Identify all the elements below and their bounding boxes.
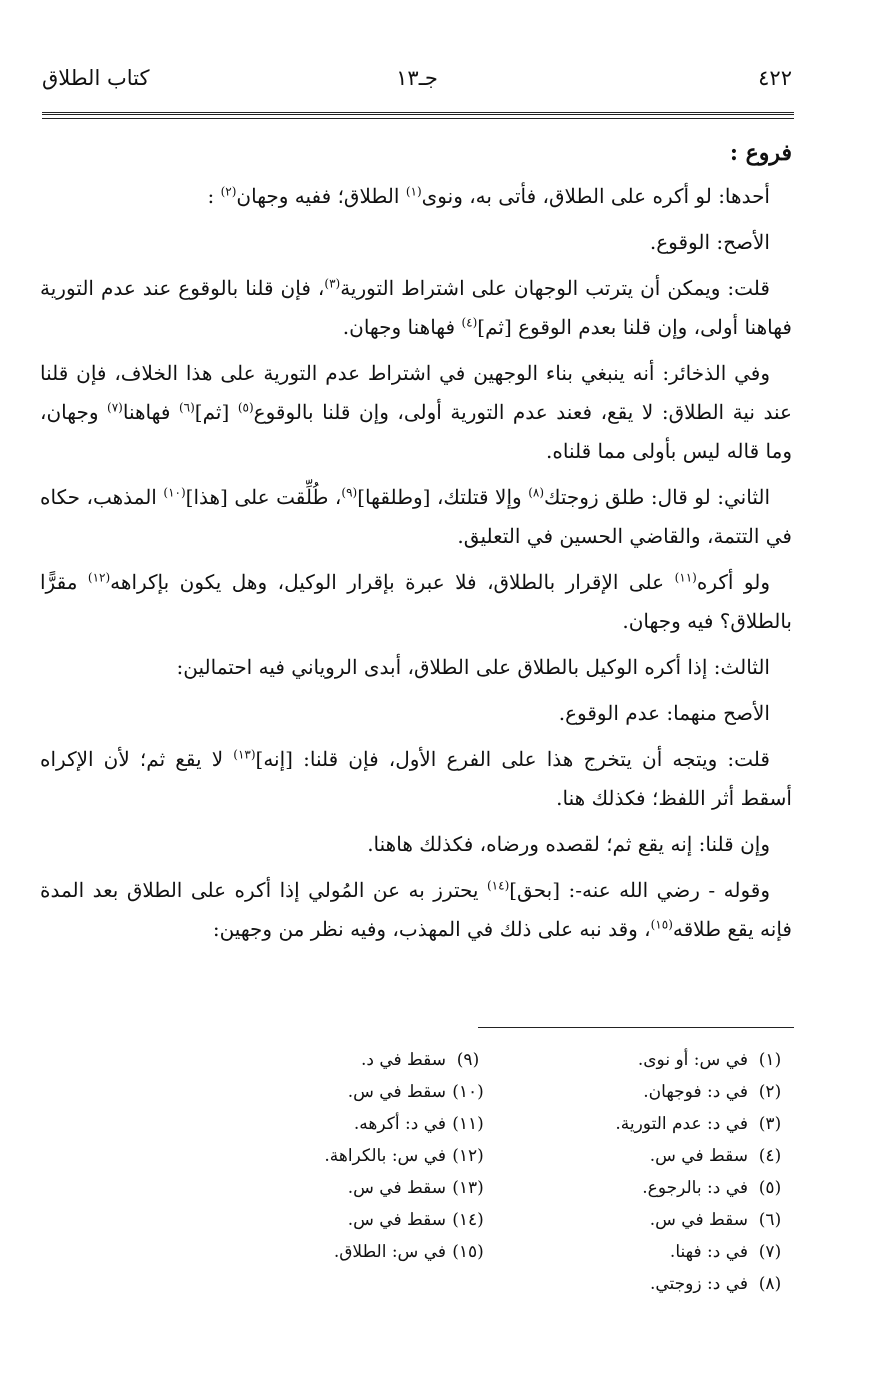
footnote-ref: (١٤) bbox=[486, 878, 510, 893]
footnote-ref: (١٢) bbox=[87, 570, 111, 585]
footnote-ref: (٤) bbox=[461, 315, 478, 330]
footnote-ref: (٦) bbox=[178, 400, 195, 415]
paragraph-10: وإن قلنا: إنه يقع ثم؛ لقصده ورضاه، فكذلك هاهنا. bbox=[367, 832, 770, 856]
footnote-ref: (١٠) bbox=[163, 485, 186, 500]
footnote: (١٠) سقط في س. bbox=[347, 1082, 484, 1102]
paragraph-5: الثاني: لو قال: طلق زوجتك$^{(٨)}$ وإلا قتلتك، [وطلقها]$^{(٩)}$، طُلِّقت على [هذا]$^{(١٠)}$ المذهب، حكاه في التتمة، والقاضي الحسين في التعليق. bbox=[40, 485, 792, 548]
page-number: ٤٢٢ bbox=[758, 66, 792, 90]
footnote-ref: (٥) bbox=[237, 400, 254, 415]
footnote: (٢) في د: فوجهان. bbox=[643, 1082, 782, 1102]
footnote: (٣) في د: عدم التورية. bbox=[615, 1114, 782, 1134]
paragraph-4: وفي الذخائر: أنه ينبغي بناء الوجهين في اشتراط عدم التورية على هذا الخلاف، فإن قلنا عند نية الطلاق: لا يقع، فعند عدم التورية أولى، وإن قلنا بالوقوع$^{(٥)}$ [ثم]$^{(٦)}$ فهاهنا$^{(٧)}$ وجهان، وما قاله ليس بأولى مما قلناه. bbox=[40, 361, 792, 463]
header-rule bbox=[42, 112, 794, 115]
footnote: (٩) سقط في د. bbox=[360, 1050, 480, 1070]
footnote-ref: (٣) bbox=[324, 276, 341, 291]
footnotes-right-column bbox=[502, 1044, 792, 1300]
footnote-ref: (١) bbox=[405, 184, 422, 199]
footnote: (٧) في د: فهنا. bbox=[669, 1242, 782, 1262]
footnote-ref: (١٣) bbox=[233, 747, 256, 762]
paragraph-7: الثالث: إذا أكره الوكيل بالطلاق على الطلاق، أبدى الروياني فيه احتمالين: bbox=[176, 655, 770, 679]
footnote-ref: (٨) bbox=[528, 485, 545, 500]
footnote: (٤) سقط في س. bbox=[649, 1146, 782, 1166]
footnote: (١٤) سقط في س. bbox=[347, 1210, 484, 1230]
running-header bbox=[42, 66, 792, 106]
footnotes-left-column bbox=[200, 1044, 490, 1268]
footnote-ref: (١١) bbox=[674, 570, 697, 585]
volume-number: جـ١٣ bbox=[396, 66, 438, 90]
paragraph-11: وقوله - رضي الله عنه-: [بحق]$^{(١٤)}$ يحترز به عن المُولي إذا أكره على الطلاق بعد المدة فإنه يقع طلاقه$^{(١٥)}$، وقد نبه على ذلك في المهذب، وفيه نظر من وجهين: bbox=[40, 878, 792, 941]
footnote-ref: (١٥) bbox=[650, 917, 673, 932]
footnotes bbox=[200, 1044, 792, 1304]
paragraph-8: الأصح منهما: عدم الوقوع. bbox=[558, 701, 770, 725]
section-heading: فروع : bbox=[729, 140, 792, 166]
footnote: (٨) في د: زوجتي. bbox=[649, 1274, 782, 1294]
footnote: (١١) في د: أكرهه. bbox=[353, 1114, 484, 1134]
footnote-ref: (٢) bbox=[220, 184, 237, 199]
footnote-rule bbox=[478, 1027, 794, 1028]
footnote: (١٢) في س: بالكراهة. bbox=[324, 1146, 484, 1166]
footnote-ref: (٧) bbox=[107, 400, 123, 415]
footnote: (١٣) سقط في س. bbox=[347, 1178, 484, 1198]
main-text bbox=[40, 134, 792, 956]
footnote-ref: (٩) bbox=[341, 485, 358, 500]
paragraph-2: الأصح: الوقوع. bbox=[649, 230, 770, 254]
paragraph-1: أحدها: لو أكره على الطلاق، فأتى به، ونوى$^{(١)}$ الطلاق؛ ففيه وجهان$^{(٢)}$ : bbox=[207, 184, 770, 208]
paragraph-3: قلت: ويمكن أن يترتب الوجهان على اشتراط التورية$^{(٣)}$، فإن قلنا بالوقوع عند عدم التورية فهاهنا أولى، وإن قلنا بعدم الوقوع [ثم]$^{(٤)}$ فهاهنا وجهان. bbox=[40, 276, 792, 339]
book-title: كتاب الطلاق bbox=[42, 66, 150, 90]
paragraph-6: ولو أكره$^{(١١)}$ على الإقرار بالطلاق، فلا عبرة بإقرار الوكيل، وهل يكون بإكراهه$^{(١٢)}$ مقرًّا بالطلاق؟ فيه وجهان. bbox=[40, 570, 792, 633]
footnote: (٥) في د: بالرجوع. bbox=[642, 1178, 782, 1198]
footnote: (٦) سقط في س. bbox=[649, 1210, 782, 1230]
paragraph-9: قلت: ويتجه أن يتخرج هذا على الفرع الأول، فإن قلنا: [إنه]$^{(١٣)}$ لا يقع ثم؛ لأن الإكراه أسقط أثر اللفظ؛ فكذلك هنا. bbox=[40, 747, 792, 810]
footnote: (١٥) في س: الطلاق. bbox=[333, 1242, 484, 1262]
footnote: (١) في س: أو نوى. bbox=[637, 1050, 782, 1070]
